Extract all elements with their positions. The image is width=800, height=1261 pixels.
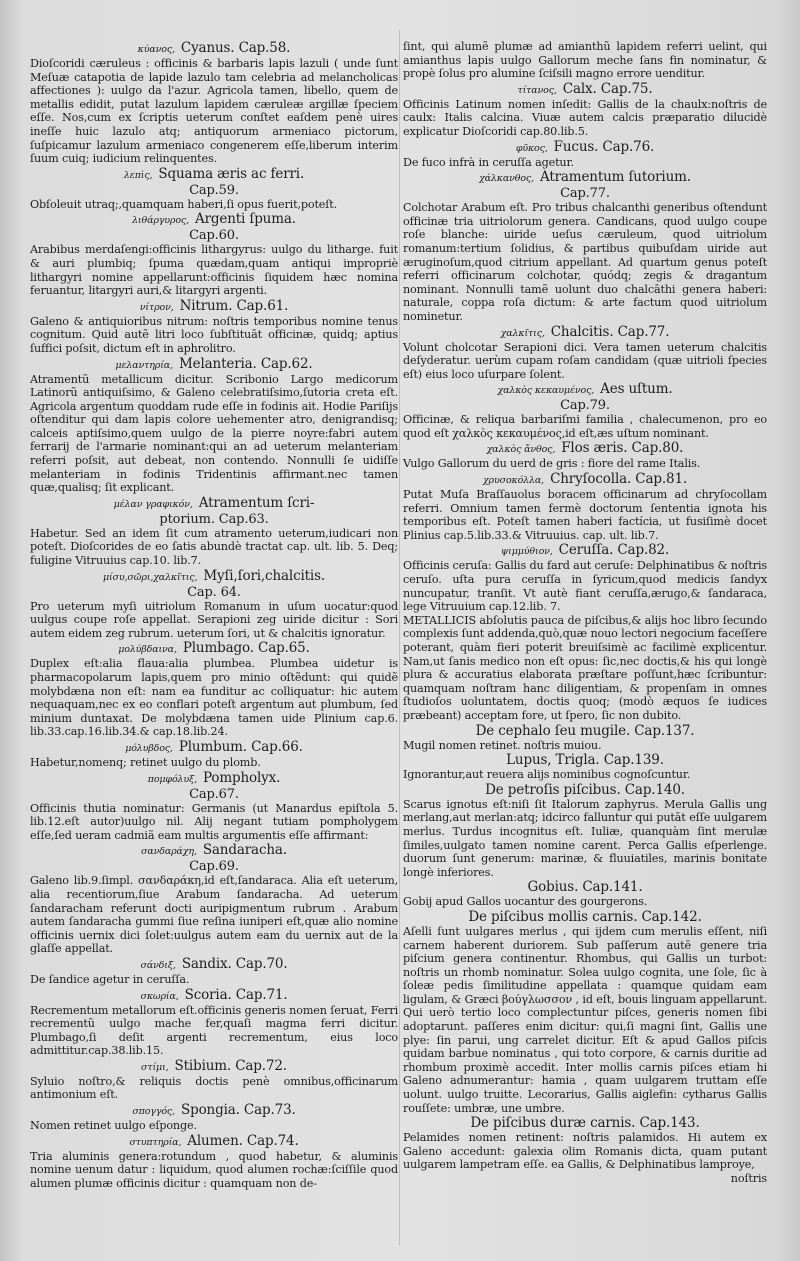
heading-text: De piſcibus duræ carnis. Cap.143. bbox=[470, 1115, 700, 1132]
column-gutter bbox=[399, 30, 400, 1245]
paragraph: Mugil nomen retinet. noſtris muiou. bbox=[403, 738, 602, 752]
paragraph: Gobij apud Gallos uocantur des gourgerons. bbox=[403, 895, 648, 909]
paragraph: Pro ueterum myſi uitriolum Romanum in uſum uocatur:quod uulgus coupe roſe appellat. Serapioni zeg uiride dicitur : Sori autem eidem zeg rubrum. ueterum ſori, ut & chalcitis ignoratur. bbox=[30, 599, 398, 640]
heading-text: Chalcitis. Cap.77. bbox=[550, 323, 670, 340]
greek-term: χαλκὸς κεκαυμένος, bbox=[497, 385, 595, 397]
greek-term: χρυσοκόλλα, bbox=[482, 475, 545, 487]
entry-heading bbox=[30, 740, 398, 756]
paragraph: Pelamides nomen retinent: noſtris palamidos. Hi autem ex Galeno accedunt: galexia olim Romanis dicta, quam putant uulgarem lampetram eſſe. ea Gallis, & Delphinatibus lamproye, bbox=[403, 1131, 767, 1172]
entry-heading bbox=[30, 357, 398, 373]
entry-heading bbox=[403, 472, 767, 488]
heading-text: De piſcibus mollis carnis. Cap.142. bbox=[468, 908, 702, 925]
greek-term: χαλκῖτις, bbox=[500, 327, 545, 339]
entry-heading bbox=[30, 41, 398, 57]
entry-heading bbox=[30, 569, 398, 585]
entry-heading bbox=[403, 382, 767, 398]
entry-heading bbox=[30, 1103, 398, 1119]
entry-heading bbox=[30, 212, 398, 228]
paragraph: Syluio noſtro,& reliquis doctis penè omnibus,officinarum antimonium eſt. bbox=[30, 1074, 398, 1102]
paragraph: Galeno lib.9.ſimpl. σανδαράκη,id eſt,ſandaraca. Alia eſt ueterum, alia recentiorum,ſiue Arabum ſandaracha. Ad ueterum ſandaracham referunt docti auripigmentum rubrum . Arabum autem ſandaracha gummi ſiue reſina iuniperi eſt,quæ alio nomine officinis uernix dici ſolet:uulgus autem eam du uernix aut de la glaſſe appellat. bbox=[30, 874, 398, 956]
heading-text: Spongia. Cap.73. bbox=[180, 1102, 296, 1119]
greek-term: τίτανος, bbox=[517, 84, 557, 96]
greek-term: χάλκανθος, bbox=[479, 173, 534, 185]
heading-text: Atramentum ſcri- bbox=[198, 494, 315, 511]
greek-term: σανδαράχη, bbox=[141, 846, 197, 858]
entry-heading bbox=[403, 140, 767, 156]
greek-term: νίτρον, bbox=[139, 301, 174, 313]
entry-heading bbox=[403, 325, 767, 341]
paragraph: METALLICIS abſolutis pauca de piſcibus,& alijs hoc libro ſecundo complexis ſunt addenda,quò,quæ nouo lectori negocium faceſſere poterant, quàm fieri poterit breuiſsimè ac facilimè explicentur. Nam,ut ſanis medico non eſt opus: ſic,nec doctis,& his qui longè plura & accuratius elaborata præſtare poſſunt,hæc ſcribuntur: quamquam noſtram hanc diligentiam, & propenſam in omnes ſtudioſos uoluntatem, doctis quoq; (modò æquos ſe iudices præbeant) acceptam fore, ut ſpero, ſic non dubito. bbox=[403, 613, 767, 722]
heading-text: Nitrum. Cap.61. bbox=[179, 297, 289, 314]
paragraph: Ignorantur,aut reuera alijs nominibus cognoſcuntur. bbox=[403, 768, 691, 782]
heading-text: Sandix. Cap.70. bbox=[181, 955, 288, 972]
greek-term: μελαντηρία, bbox=[115, 359, 173, 371]
heading-text: Gobius. Cap.141. bbox=[527, 879, 643, 896]
entry-heading bbox=[30, 1059, 398, 1075]
paragraph: Officinis ceruſa: Gallis du fard aut ceruſe: Delphinatibus & noſtris ceruſo. uſta pura ceruſſa in ſyricum,quod medicis ſandyx nuncupatur, tranſit. Vt autè fiant ceruſſa,ærugo,& ſandaraca, lege Vitruuium cap.12.lib. 7. bbox=[403, 559, 767, 614]
entry-heading bbox=[30, 496, 398, 512]
catchword: noſtris bbox=[730, 1172, 767, 1185]
heading-text: Pompholyx. bbox=[202, 769, 281, 786]
paragraph: Scarus ignotus eſt:niſi ſit Italorum zaphyrus. Merula Gallis ung merlang,aut merlan:atq; idcirco falluntur qui putāt eſſe uulgarem merlus. Turdus incognitus eſt. Iuliæ, quanquàm ſint merulæ ſimiles,uulgato tamen nomine carent. Perca Gallis eſperlenge. duorum ſunt generum: marinæ, & fluuiatiles, marinis bonitate longè inferiores. bbox=[403, 797, 767, 879]
greek-term: σκωρία, bbox=[140, 990, 179, 1002]
entry-heading bbox=[30, 299, 398, 315]
heading-text: Plumbago. Cap.65. bbox=[182, 640, 310, 657]
heading-text: Flos æris. Cap.80. bbox=[561, 440, 684, 457]
chapter-number: Cap.79. bbox=[560, 398, 610, 414]
greek-term: κύανος, bbox=[137, 44, 175, 55]
entry-heading bbox=[403, 82, 767, 98]
heading-text: Atramentum ſutorium. bbox=[539, 169, 691, 186]
paragraph: De ſandice agetur in ceruſſa. bbox=[30, 972, 190, 986]
paragraph: Aſelli ſunt uulgares merlus , qui ijdem cum merulis eſſent, niſi carnem haberent duriorem. Sub paſſerum autē genere tria piſcium genera continentur. Rhombus, qui Gallis un turbot: noſtris un rhomb nominatur. Solea uulgo cognita, une ſole, ſic à ſoleæ pedis ſimilitudine appellata : quamque quidam eam ligulam, & Græci βούγλωσσον , id eſt, bouis linguam appellarunt. Qui uerò tertio loco complectuntur piſces, generis nomen ſibi adoptarunt. paſſeres enim dicitur: qui,ſi magni ſint, Gallis une plye: ſin parui, ung carrelet dicitur. Eſt & apud Gallos piſcis quidam barbue nominatus , qui toto corpore, & carnis duritie ad rhombum proximè accedit. Inter mollis carnis piſces etiam hi Galeno adnumerantur: hamia , quam uulgarem truttam eſſe uolunt. uulgo truitte. Lecorarius, Gallis aiglefin: cytharus Gallis rouſſete: umbræ, une umbre. bbox=[403, 924, 767, 1115]
greek-term: στυπτηρία, bbox=[129, 1136, 182, 1148]
heading-text: Squama æris ac ferri. bbox=[158, 165, 305, 182]
heading-text: Ceruſſa. Cap.82. bbox=[558, 542, 670, 559]
heading-text: Argenti ſpuma. bbox=[194, 211, 296, 228]
greek-term: πομφόλυξ, bbox=[147, 773, 197, 785]
heading-text: Calx. Cap.75. bbox=[562, 80, 653, 97]
paragraph: Putat Muſa Braſſauolus boracem officinarum ad chryſocollam referri. Omnium tamen fermè doctorum ſententia ignota his temporibus eſt. Poteſt tamen haberi factícia, ut fusiſimè docet Plinius cap.5.lib.33.& Vitruuius. cap. ult. lib.7. bbox=[403, 488, 767, 542]
heading-text: De cephalo ſeu mugile. Cap.137. bbox=[475, 722, 695, 739]
paragraph: Arabibus merdaſengi:officinis lithargyrus: uulgo du litharge. fuit & auri plumbiq; ſpuma quædam,quam antiqui impropriè lithargyri nomine appellarunt:officinis ſiquidem hæc nomina feruantur, litargyri auri,& litargyri argenti. bbox=[30, 243, 398, 298]
heading-text: Melanteria. Cap.62. bbox=[178, 355, 313, 372]
entry-heading bbox=[403, 910, 767, 925]
entry-heading bbox=[30, 167, 398, 183]
entry-heading bbox=[30, 1134, 398, 1150]
paragraph: ſint, qui alumẽ plumæ ad amianthũ lapidem referri uelint, qui amianthus lapis uulgo Gallorum meche ſans fin nominatur, & propè ſolus pro alumine ſciſsili magno errore uenditur. bbox=[403, 40, 767, 81]
chapter-number: Cap. 64. bbox=[187, 584, 241, 600]
entry-heading bbox=[403, 170, 767, 186]
heading-text: Sandaracha. bbox=[202, 842, 287, 859]
entry-heading bbox=[403, 1116, 767, 1131]
heading-text: Scoria. Cap.71. bbox=[184, 986, 288, 1003]
heading-text: Plumbum. Cap.66. bbox=[178, 738, 303, 755]
chapter-number: Cap.60. bbox=[189, 228, 239, 244]
paragraph: Nomen retinet uulgo eſponge. bbox=[30, 1119, 197, 1133]
paragraph: Habetur. Sed an idem ſit cum atramento ueterum,iudicari non poteſt. Dioſcorides de eo ſatis abundè tractat cap. ult. lib. 5. Deq; fuligine Vitruuius cap.10. lib.7. bbox=[30, 526, 398, 568]
chapter-number: ptorium. Cap.63. bbox=[159, 511, 269, 527]
paragraph: Officinis Latinum nomen inſedit: Gallis de la chaulx:noſtris de caulx: Italis calcina. Viuæ autem calcis præparatio dilucidè explicatur Dioſcoridi cap.80.lib.5. bbox=[403, 97, 767, 138]
heading-text: Myſi,ſori,chalcitis. bbox=[203, 567, 326, 584]
paragraph: Officinis thutia nominatur: Germanis (ut Manardus epiſtola 5. lib.12.eſt autor)uulgo nil. Alij negant tutiam pompholygem eſſe,ſed ueram cadmiã eam multis argumentis eſſe affirmant: bbox=[30, 801, 398, 842]
paragraph: De fuco infrà in ceruſſa agetur. bbox=[403, 155, 574, 169]
entry-heading bbox=[403, 880, 767, 895]
heading-text: De petroſis piſcibus. Cap.140. bbox=[485, 781, 685, 798]
paragraph: Obſoleuit utraq;,quamquam haberi,ſi opus fuerit,poteſt. bbox=[30, 197, 338, 211]
greek-term: στίμι, bbox=[141, 1061, 169, 1073]
paragraph: Vulgo Gallorum du uerd de gris : fiore del rame Italis. bbox=[403, 457, 701, 471]
chapter-number: Cap.67. bbox=[189, 786, 239, 802]
greek-term: ψιμμύθιον, bbox=[500, 546, 553, 558]
heading-text: Cyanus. Cap.58. bbox=[180, 40, 291, 56]
greek-term: φῦκος, bbox=[515, 142, 548, 154]
entry-heading bbox=[30, 843, 398, 859]
entry-heading bbox=[403, 783, 767, 798]
greek-term: σάνδιξ, bbox=[140, 959, 176, 971]
heading-text: Lupus, Trigla. Cap.139. bbox=[506, 752, 664, 769]
paragraph: Officinæ, & reliqua barbariſmi familia , chalecumenon, pro eo quod eſt χαλκὸς κεκαυμένος,id eſt,æs uſtum nominant. bbox=[403, 413, 767, 440]
heading-text: Stibium. Cap.72. bbox=[174, 1057, 287, 1074]
entry-heading bbox=[403, 543, 767, 559]
right-column bbox=[403, 40, 767, 1186]
greek-term: μέλαν γραφικόν, bbox=[113, 498, 193, 510]
greek-term: μίσυ,σῶρι,χαλκῖτις, bbox=[102, 571, 198, 583]
greek-term: λιθάργυρος, bbox=[132, 215, 189, 227]
entry-heading bbox=[30, 957, 398, 973]
paragraph: Colchotar Arabum eſt. Pro tribus chalcanthi generibus oſtendunt officinæ tria uitriolorum genera. Candicans, quod uulgo coupe roſe blanche: uiride ueſus cæruleum, quod uitriolum romanum:tertium ſolidius, & partibus quibuſdam uiride aut æruginoſum,quod citrium appellant. Ad quartum genus poteſt referri officinarum colchotar, quódq; zegis & dragantum nominant. Nonnulli tamẽ uolunt duo chalcāthi genera haberi: naturale, coppa roſa dictum: & arte factum quod uitriolum nominetur. bbox=[403, 201, 767, 323]
entry-heading bbox=[30, 988, 398, 1004]
entry-heading bbox=[403, 753, 767, 768]
heading-text: Chryſocolla. Cap.81. bbox=[550, 471, 688, 488]
chapter-number: Cap.77. bbox=[560, 186, 610, 202]
paragraph: Habetur,nomenq; retinet uulgo du plomb. bbox=[30, 755, 261, 769]
paragraph: Recrementum metallorum eſt.officinis generis nomen ſeruat, Ferri recrementũ uulgo mache fer,quaſi magma ferri dicitur. Plumbago,ſi deſit argenti recrementum, eius loco admittitur.cap.38.lib.15. bbox=[30, 1003, 398, 1058]
heading-text: Alumen. Cap.74. bbox=[187, 1132, 299, 1149]
entry-heading bbox=[30, 771, 398, 787]
entry-heading bbox=[403, 441, 767, 457]
paragraph: Galeno & antiquioribus nitrum: noſtris temporibus nomine tenus cognitum. Quid autẽ litri loco ſubſtituāt officinæ, quidq; aptius ſuffici poſsit, dictum eſt in aphrolitro. bbox=[30, 314, 398, 355]
heading-text: Fucus. Cap.76. bbox=[553, 138, 655, 155]
chapter-number: Cap.59. bbox=[189, 182, 239, 198]
left-column bbox=[30, 40, 398, 1190]
entry-heading bbox=[403, 724, 767, 739]
chapter-number: Cap.69. bbox=[189, 859, 239, 875]
greek-term: σπογγός, bbox=[132, 1106, 175, 1118]
greek-term: λεπὶς, bbox=[123, 169, 153, 181]
heading-text: Aes uſtum. bbox=[600, 381, 673, 398]
greek-term: μολύβδαινα, bbox=[118, 644, 177, 656]
entry-heading bbox=[30, 641, 398, 657]
paragraph: Dioſcoridi cæruleus : officinis & barbaris lapis lazuli ( unde ſunt Meſuæ catapotia de lapide lazulo tam celebria ad melancholicas affectiones ): uulgo da l'azur. Agricola tamen, libello, quem de metallis edidit, putat lazulum lapidem cæruleæ argillæ ſpeciem eſſe. Nos,cum ex ſcriptis ueterum conſtet eaſdem penè uires ineſſe huic lazulo atq; antiquorum armeniaco pictorum, ſuſpicamur lazulum armeniaco congenerem eſſe,liberum interim ſuum cuiq; iudicium relinquentes. bbox=[30, 57, 398, 166]
paragraph: Duplex eſt:alia flaua:alia plumbea. Plumbea uidetur is pharmacopolarum lapis,quem pro minio oſtẽdunt: qui quidẽ molybdæna non eſt: nam ea funditur ac colliquatur: hic autem nequaquam,nec ex eo conflari poteſt argentum aut plumbum, ſed minium duntaxat. De molybdæna tamen uide Plinium cap.6. lib.33.cap.16.lib.34.& cap.18.lib.24. bbox=[30, 657, 398, 739]
greek-term: χαλκὸς ἄνθος, bbox=[486, 444, 556, 456]
paragraph: Volunt cholcotar Serapioni dici. Vera tamen ueterum chalcitis deſyderatur. uerùm cupam roſam candidam (quæ uitrioli ſpecies eſt) eius loco uſurpare ſolent. bbox=[403, 340, 767, 381]
paragraph: Atramentũ metallicum dicitur. Scribonio Largo medicorum Latinorũ antiquiſsimo, & Galeno celebratiſsimo,ſutoria creta eſt. Agricola argentum quoddam rude eſſe in fodinis ait. Hodie Pariſijs oſtenditur qui dam lapis colore uehementer atro, denigrandisq; calceis aptiſsimo,quem uulgo de la pierre noyre:fabri autem ferrarij de l'armarie nominant:qui an ad ueterum melanteriam referri poſsit, aut debeat, non contendo. Nonnulli ſe uidiſſe melanteriam in fodinis Tridentinis affirmant.nec tamen quæ,qualisq; ſit explicant. bbox=[30, 372, 398, 495]
paragraph: Tria aluminis genera:rotundum , quod habetur, & aluminis nomine uenum datur : liquidum, quod alumen rochæ:ſciſſile quod alumen plumæ officinis dicitur : quamquam non de- bbox=[30, 1149, 398, 1190]
greek-term: μόλυβδος, bbox=[125, 742, 173, 754]
